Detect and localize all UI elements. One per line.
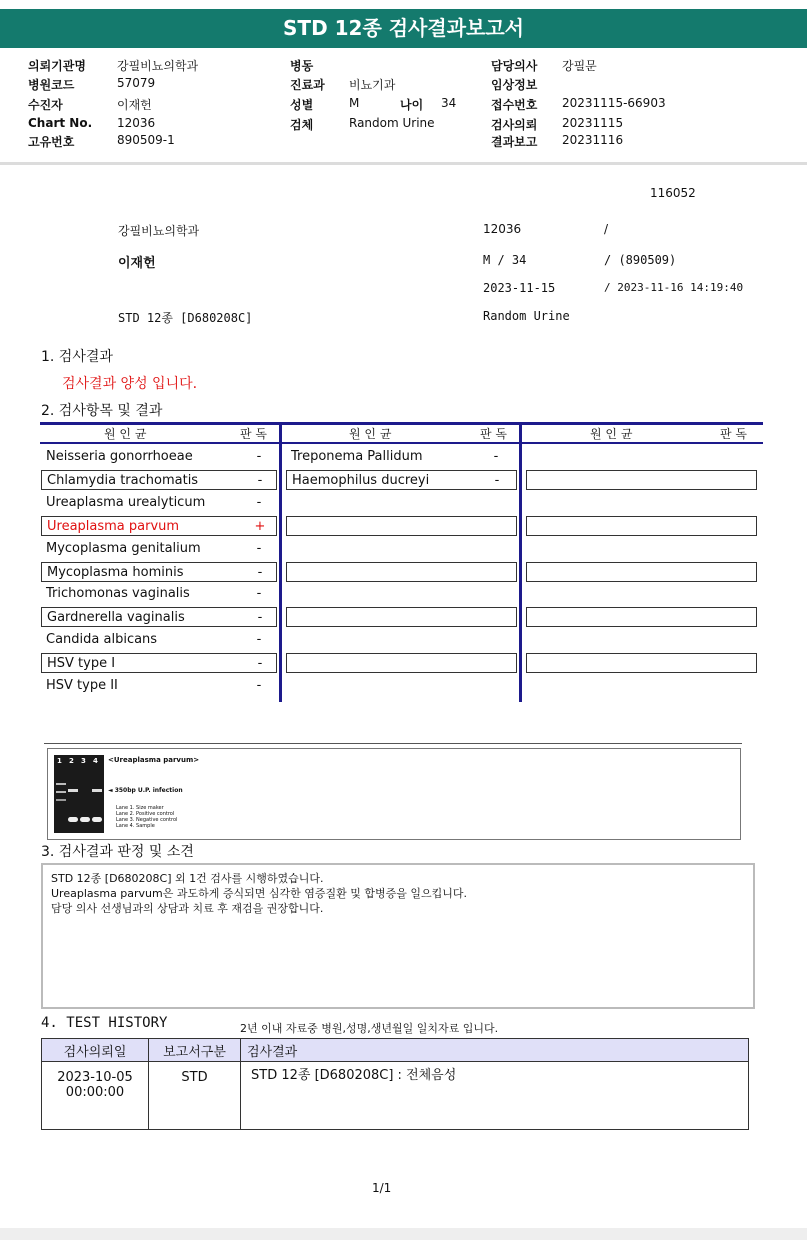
section4-title: 4. TEST HISTORY [41, 1015, 168, 1031]
result-row [526, 607, 757, 627]
col2-header-name: 원 인 균 [349, 427, 392, 441]
organism-result: - [256, 449, 262, 464]
history-header-type: 보고서구분 [149, 1039, 241, 1062]
result-row [41, 539, 277, 559]
table-divider-2 [519, 422, 522, 702]
label-sex-age: M / 34 [483, 253, 527, 267]
col2-header-result: 판 독 [480, 427, 507, 441]
label-received: 2023-11-15 [483, 281, 556, 295]
result-row [286, 447, 517, 467]
page-number: 1/1 [372, 1181, 392, 1195]
history-type: STD [149, 1062, 241, 1130]
section3-title: 3. 검사결과 판정 및 소견 [41, 844, 194, 860]
label-test: STD 12종 [D680208C] [118, 311, 253, 325]
col1-header-name: 원 인 균 [104, 427, 147, 441]
organism-name: Gardnerella vaginalis [47, 610, 185, 625]
gel-lane-number: 1 [57, 757, 62, 765]
header-value: 57079 [117, 76, 156, 90]
header-value: M [349, 96, 360, 110]
result-row [41, 516, 277, 536]
organism-result: - [256, 541, 262, 556]
history-date: 2023-10-05 [57, 1070, 133, 1085]
result-row [41, 676, 277, 696]
result-row [286, 470, 517, 490]
opinion-box [41, 863, 755, 1009]
result-row [41, 653, 277, 673]
opinion-line: STD 12종 [D680208C] 외 1건 검사를 시행하였습니다. [51, 872, 324, 885]
header-label: 고유번호 [28, 135, 75, 149]
gel-lane-number: 3 [81, 757, 86, 765]
result-row [286, 562, 517, 582]
label-birth: / (890509) [604, 253, 677, 267]
result-row [286, 607, 517, 627]
organism-name: HSV type II [46, 678, 118, 693]
header-value: 강필비뇨의학과 [117, 59, 199, 73]
gel-legend-line: Lane 2. Positive control [116, 811, 175, 817]
table-row [42, 1062, 749, 1130]
organism-name: Candida albicans [46, 632, 158, 647]
table-header-rule [40, 442, 763, 444]
label-code: 116052 [650, 186, 696, 200]
organism-name: Neisseria gonorrhoeae [46, 449, 193, 464]
header-label: 검사의뢰 [491, 118, 538, 132]
label-hospital: 강필비뇨의학과 [118, 224, 200, 238]
header-value: 12036 [117, 116, 156, 130]
header-label: 병동 [290, 59, 314, 73]
section1-title: 1. 검사결과 [41, 349, 113, 365]
label-slash: / [604, 222, 609, 236]
result-row [526, 653, 757, 673]
header-label: 수진자 [28, 98, 63, 112]
label-chart: 12036 [483, 222, 522, 236]
col3-header-result: 판 독 [720, 427, 747, 441]
gel-legend-line: Lane 3. Negative control [116, 817, 178, 823]
organism-result: - [256, 495, 262, 510]
gel-image-panel [47, 748, 741, 840]
result-row [41, 493, 277, 513]
organism-result: - [493, 449, 499, 464]
result-row [526, 562, 757, 582]
history-note: 2년 이내 자료중 병원,성명,생년월일 일치자료 입니다. [240, 1022, 499, 1035]
age-value: 34 [441, 96, 457, 110]
gel-title: <Ureaplasma parvum> [108, 756, 200, 764]
organism-result: - [257, 610, 263, 625]
gel-lane-number: 4 [93, 757, 98, 765]
report-title: STD 12종 검사결과보고서 [0, 9, 807, 48]
organism-name: Mycoplasma hominis [47, 565, 184, 580]
history-header-date: 검사의뢰일 [42, 1039, 149, 1062]
header-value: 20231115-66903 [562, 96, 666, 110]
col3-header-name: 원 인 균 [590, 427, 633, 441]
opinion-line: 담당 의사 선생님과의 상담과 치료 후 재검을 권장합니다. [51, 902, 324, 915]
history-header-result: 검사결과 [241, 1039, 749, 1062]
result-row [41, 607, 277, 627]
opinion-line: Ureaplasma parvum은 과도하게 증식되면 심각한 염증질환 및 합병증을 일으킵니다. [51, 887, 467, 900]
table-divider-1 [279, 422, 282, 702]
result-row [41, 630, 277, 650]
header-value: Random Urine [349, 116, 435, 130]
gel-legend-line: Lane 1. Size maker [116, 805, 164, 811]
gel-lane-number: 2 [69, 757, 74, 765]
section1-result: 검사결과 양성 입니다. [62, 376, 198, 392]
organism-result: - [256, 678, 262, 693]
gel-legend-line: Lane 4. Sample [116, 823, 155, 829]
header-value: 이재헌 [117, 98, 152, 112]
label-patient: 이재헌 [118, 256, 156, 271]
organism-name: Chlamydia trachomatis [47, 473, 199, 488]
header-value: 비뇨기과 [349, 78, 396, 92]
result-row [526, 470, 757, 490]
header-value: 890509-1 [117, 133, 175, 147]
organism-name: Trichomonas vaginalis [46, 586, 190, 601]
header-label: 결과보고 [491, 135, 538, 149]
age-label: 나이 [400, 98, 424, 112]
organism-name: Haemophilus ducreyi [292, 473, 430, 488]
header-divider [0, 162, 807, 165]
section2-title: 2. 검사항목 및 결과 [41, 403, 163, 419]
header-label: 병원코드 [28, 78, 75, 92]
organism-name: HSV type I [47, 656, 116, 671]
result-row [41, 584, 277, 604]
header-label: 접수번호 [491, 98, 538, 112]
history-date-cell [42, 1062, 149, 1130]
gel-marker-label: ◄ 350bp U.P. infection [108, 787, 183, 794]
result-row [41, 470, 277, 490]
organism-name: Treponema Pallidum [291, 449, 423, 464]
header-label: 임상정보 [491, 78, 538, 92]
history-result: STD 12종 [D680208C] : 전체음성 [241, 1062, 749, 1130]
organism-name: Mycoplasma genitalium [46, 541, 201, 556]
organism-result: - [257, 656, 263, 671]
header-value: 20231115 [562, 116, 624, 130]
gel-electrophoresis-image [54, 755, 104, 833]
header-value: 강필문 [562, 59, 597, 73]
gel-top-rule [44, 743, 742, 744]
header-label: 진료과 [290, 78, 325, 92]
result-row [286, 653, 517, 673]
organism-result: - [256, 632, 262, 647]
organism-result: + [254, 519, 266, 534]
table-top-rule [40, 422, 763, 425]
label-reported: / 2023-11-16 14:19:40 [604, 281, 744, 294]
organism-result: - [257, 565, 263, 580]
header-label: 담당의사 [491, 59, 538, 73]
label-specimen: Random Urine [483, 309, 570, 323]
result-row [41, 447, 277, 467]
result-row [526, 516, 757, 536]
col1-header-result: 판 독 [240, 427, 267, 441]
header-label: 성별 [290, 98, 314, 112]
history-table [41, 1038, 749, 1130]
header-label: 검체 [290, 118, 314, 132]
header-label: Chart No. [28, 116, 93, 130]
result-row [41, 562, 277, 582]
organism-name: Ureaplasma parvum [47, 519, 180, 534]
history-time: 00:00:00 [65, 1085, 125, 1100]
header-value: 20231116 [562, 133, 624, 147]
organism-name: Ureaplasma urealyticum [46, 495, 206, 510]
result-row [286, 516, 517, 536]
organism-result: - [494, 473, 500, 488]
organism-result: - [257, 473, 263, 488]
organism-result: - [256, 586, 262, 601]
header-label: 의뢰기관명 [28, 59, 86, 73]
